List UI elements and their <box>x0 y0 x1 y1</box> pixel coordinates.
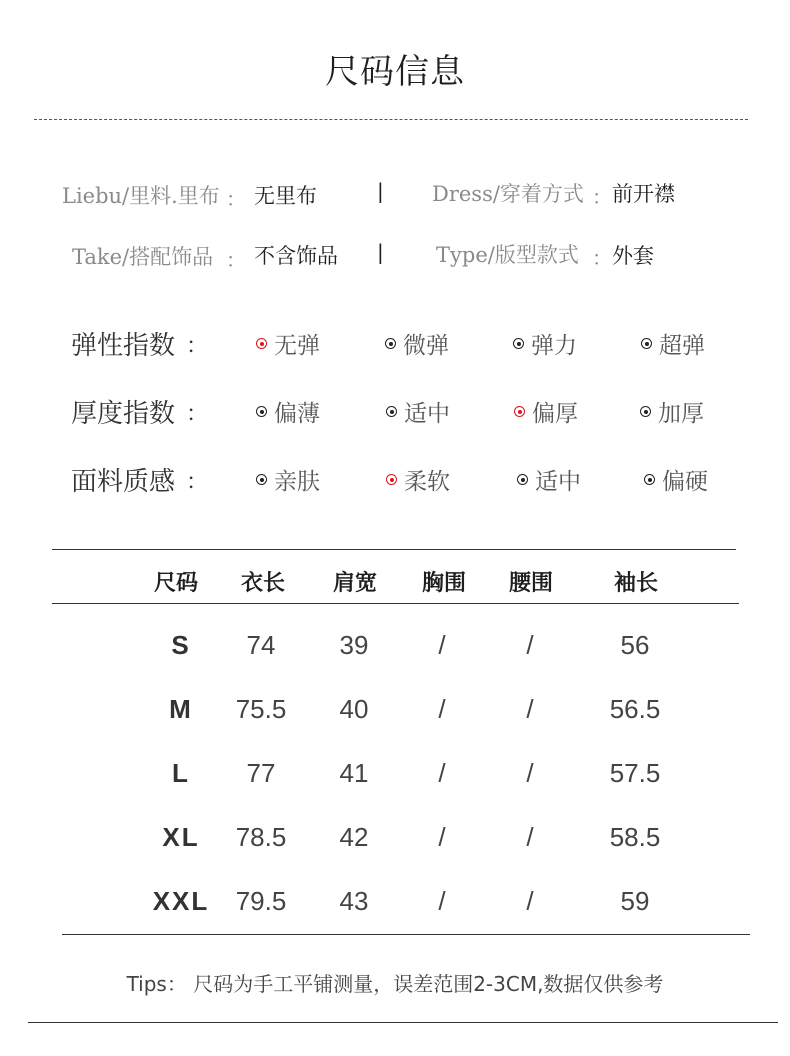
radio-icon <box>513 338 524 349</box>
table-cell: 56.5 <box>609 694 661 724</box>
attribute-option <box>641 327 705 360</box>
attribute-label: 厚度指数 <box>71 399 176 429</box>
table-top-line <box>52 549 736 550</box>
page-title: 尺码信息 <box>325 52 465 92</box>
table-bottom-line <box>62 934 750 935</box>
attribute-label: 弹性指数 <box>71 331 176 361</box>
attribute-option <box>640 395 704 428</box>
radio-icon <box>517 474 528 485</box>
table-cell: 59 <box>620 886 650 916</box>
option-label: 微弹 <box>403 333 449 359</box>
attribute-colon: ： <box>186 334 209 359</box>
table-cell: / <box>526 758 534 788</box>
attribute-option <box>513 327 577 360</box>
info-value: 外套 <box>612 244 654 268</box>
info-label: Liebu/里料.里布 <box>62 184 220 208</box>
attribute-label: 面料质感 <box>71 467 176 497</box>
table-cell: 43 <box>339 886 369 916</box>
tips-note: Tips： 尺码为手工平铺测量，误差范围2-3CM,数据仅供参考 <box>126 972 664 996</box>
attribute-colon: ： <box>186 402 209 427</box>
info-label: Type/版型款式 <box>436 243 579 267</box>
option-label: 柔软 <box>404 469 450 495</box>
option-label: 弹力 <box>531 333 577 359</box>
size-label: L <box>172 758 190 788</box>
attribute-option <box>386 463 450 496</box>
table-cell: 77 <box>246 758 276 788</box>
option-label: 适中 <box>535 469 581 495</box>
table-cell: / <box>526 694 534 724</box>
table-cell: / <box>526 886 534 916</box>
table-header-cell: 尺码 <box>153 571 198 596</box>
info-label: Dress/穿着方式 <box>432 182 584 206</box>
table-cell: / <box>438 694 446 724</box>
table-cell: / <box>438 630 446 660</box>
info-separator: | <box>377 179 384 203</box>
table-header-line <box>52 603 739 604</box>
radio-icon <box>386 406 397 417</box>
table-cell: 39 <box>339 630 369 660</box>
info-separator: | <box>377 240 384 264</box>
option-label: 超弹 <box>659 333 705 359</box>
table-header-cell: 袖长 <box>613 571 658 596</box>
info-colon: ： <box>226 248 246 272</box>
radio-selected-icon <box>256 338 267 349</box>
table-cell: / <box>438 822 446 852</box>
table-cell: / <box>526 630 534 660</box>
radio-icon <box>256 474 267 485</box>
attribute-option <box>256 395 320 428</box>
info-value: 无里布 <box>254 184 317 208</box>
table-cell: 42 <box>339 822 369 852</box>
table-cell: 41 <box>339 758 369 788</box>
attribute-option <box>644 463 708 496</box>
radio-selected-icon <box>386 474 397 485</box>
radio-selected-icon <box>514 406 525 417</box>
table-cell: 74 <box>246 630 276 660</box>
option-label: 偏硬 <box>662 469 708 495</box>
table-cell: / <box>438 886 446 916</box>
attribute-option <box>256 463 320 496</box>
table-header-cell: 胸围 <box>421 571 466 596</box>
info-label: Take/搭配饰品 <box>72 245 214 269</box>
table-cell: 40 <box>339 694 369 724</box>
size-label: M <box>169 694 193 724</box>
info-colon: ： <box>592 185 612 209</box>
table-cell: / <box>526 822 534 852</box>
footer-line <box>28 1022 778 1023</box>
table-cell: 56 <box>620 630 650 660</box>
size-label: XL <box>162 822 200 852</box>
option-label: 偏薄 <box>274 401 320 427</box>
table-header-cell: 腰围 <box>508 571 553 596</box>
option-label: 适中 <box>404 401 450 427</box>
table-cell: 58.5 <box>609 822 661 852</box>
option-label: 无弹 <box>274 333 320 359</box>
attribute-option <box>385 327 449 360</box>
attribute-option <box>514 395 578 428</box>
attribute-option <box>386 395 450 428</box>
size-label: XXL <box>152 886 210 916</box>
option-label: 亲肤 <box>274 469 320 495</box>
option-label: 加厚 <box>658 401 704 427</box>
attribute-option <box>256 327 320 360</box>
info-value: 不含饰品 <box>254 244 338 268</box>
radio-icon <box>644 474 655 485</box>
option-label: 偏厚 <box>532 401 578 427</box>
info-value: 前开襟 <box>612 182 675 206</box>
size-label: S <box>171 630 191 660</box>
table-cell: / <box>438 758 446 788</box>
radio-icon <box>640 406 651 417</box>
info-colon: ： <box>592 246 612 270</box>
table-header-cell: 衣长 <box>240 571 285 596</box>
radio-icon <box>256 406 267 417</box>
dashed-divider <box>34 119 748 120</box>
table-cell: 78.5 <box>235 822 287 852</box>
table-header-cell: 肩宽 <box>332 571 377 596</box>
table-cell: 79.5 <box>235 886 287 916</box>
table-cell: 57.5 <box>609 758 661 788</box>
attribute-option <box>517 463 581 496</box>
info-colon: ： <box>226 187 246 211</box>
table-cell: 75.5 <box>235 694 287 724</box>
radio-icon <box>385 338 396 349</box>
radio-icon <box>641 338 652 349</box>
attribute-colon: ： <box>186 470 209 495</box>
